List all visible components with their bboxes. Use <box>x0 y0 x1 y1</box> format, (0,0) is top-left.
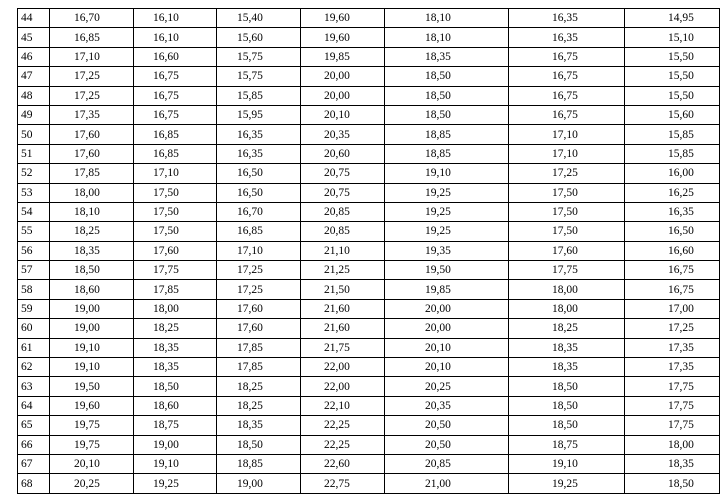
value-cell: 16,35 <box>509 28 625 47</box>
row-number-cell: 64 <box>18 396 50 415</box>
value-cell: 18,50 <box>134 377 217 396</box>
value-cell: 18,25 <box>509 319 625 338</box>
value-cell: 20,50 <box>385 416 509 435</box>
value-cell: 18,00 <box>509 280 625 299</box>
value-cell: 20,00 <box>385 319 509 338</box>
value-cell: 21,60 <box>301 299 385 318</box>
value-cell: 18,35 <box>134 338 217 357</box>
row-number-cell: 50 <box>18 125 50 144</box>
table-row <box>18 299 720 318</box>
value-cell: 16,75 <box>509 67 625 86</box>
row-number-cell: 63 <box>18 377 50 396</box>
value-cell: 17,50 <box>134 183 217 202</box>
row-number-cell: 45 <box>18 28 50 47</box>
value-cell: 18,75 <box>509 435 625 454</box>
value-cell: 20,00 <box>301 86 385 105</box>
table-row <box>18 9 720 28</box>
value-cell: 19,35 <box>385 241 509 260</box>
value-cell: 21,60 <box>301 319 385 338</box>
value-cell: 16,10 <box>134 9 217 28</box>
table-row <box>18 125 720 144</box>
value-cell: 19,00 <box>50 299 134 318</box>
value-cell: 19,00 <box>217 474 301 493</box>
row-number-cell: 56 <box>18 241 50 260</box>
table-row <box>18 47 720 66</box>
row-number-cell: 57 <box>18 261 50 280</box>
row-number-cell: 55 <box>18 222 50 241</box>
value-cell: 16,85 <box>134 125 217 144</box>
value-cell: 21,10 <box>301 241 385 260</box>
value-cell: 16,50 <box>217 183 301 202</box>
value-cell: 22,75 <box>301 474 385 493</box>
value-cell: 17,10 <box>134 164 217 183</box>
value-cell: 17,50 <box>509 202 625 221</box>
value-cell: 16,60 <box>625 241 720 260</box>
row-number-cell: 44 <box>18 9 50 28</box>
table-row <box>18 222 720 241</box>
value-cell: 15,50 <box>625 86 720 105</box>
value-cell: 15,60 <box>625 105 720 124</box>
value-cell: 17,85 <box>217 338 301 357</box>
table-row <box>18 416 720 435</box>
value-cell: 20,35 <box>301 125 385 144</box>
value-cell: 16,85 <box>217 222 301 241</box>
row-number-cell: 68 <box>18 474 50 493</box>
value-cell: 15,95 <box>217 105 301 124</box>
value-cell: 16,50 <box>217 164 301 183</box>
value-cell: 17,75 <box>625 377 720 396</box>
value-cell: 17,25 <box>50 67 134 86</box>
value-cell: 20,35 <box>385 396 509 415</box>
value-cell: 20,60 <box>301 144 385 163</box>
value-cell: 18,35 <box>509 338 625 357</box>
table-row <box>18 358 720 377</box>
row-number-cell: 47 <box>18 67 50 86</box>
value-cell: 17,60 <box>134 241 217 260</box>
row-number-cell: 51 <box>18 144 50 163</box>
table-row <box>18 183 720 202</box>
value-cell: 21,25 <box>301 261 385 280</box>
value-cell: 17,10 <box>509 144 625 163</box>
table-row <box>18 105 720 124</box>
value-cell: 17,10 <box>50 47 134 66</box>
value-cell: 18,35 <box>217 416 301 435</box>
value-cell: 18,25 <box>50 222 134 241</box>
value-cell: 22,60 <box>301 454 385 473</box>
value-cell: 20,25 <box>50 474 134 493</box>
value-cell: 17,50 <box>509 222 625 241</box>
value-cell: 16,75 <box>509 105 625 124</box>
value-cell: 19,25 <box>134 474 217 493</box>
row-number-cell: 60 <box>18 319 50 338</box>
value-cell: 18,50 <box>385 86 509 105</box>
data-table <box>17 8 720 494</box>
value-cell: 17,60 <box>50 144 134 163</box>
value-cell: 17,50 <box>509 183 625 202</box>
table-row <box>18 241 720 260</box>
value-cell: 16,60 <box>134 47 217 66</box>
value-cell: 18,85 <box>217 454 301 473</box>
value-cell: 18,35 <box>509 358 625 377</box>
value-cell: 15,75 <box>217 47 301 66</box>
value-cell: 19,10 <box>509 454 625 473</box>
table-row <box>18 377 720 396</box>
value-cell: 17,35 <box>50 105 134 124</box>
value-cell: 19,25 <box>509 474 625 493</box>
value-cell: 18,50 <box>385 105 509 124</box>
value-cell: 21,50 <box>301 280 385 299</box>
value-cell: 18,75 <box>134 416 217 435</box>
row-number-cell: 66 <box>18 435 50 454</box>
value-cell: 18,60 <box>134 396 217 415</box>
value-cell: 16,25 <box>625 183 720 202</box>
value-cell: 17,25 <box>50 86 134 105</box>
value-cell: 18,00 <box>50 183 134 202</box>
value-cell: 16,85 <box>50 28 134 47</box>
value-cell: 17,00 <box>625 299 720 318</box>
value-cell: 15,50 <box>625 67 720 86</box>
value-cell: 19,00 <box>134 435 217 454</box>
value-cell: 20,00 <box>301 67 385 86</box>
value-cell: 18,35 <box>385 47 509 66</box>
value-cell: 19,50 <box>50 377 134 396</box>
value-cell: 19,85 <box>385 280 509 299</box>
row-number-cell: 49 <box>18 105 50 124</box>
value-cell: 16,75 <box>134 67 217 86</box>
row-number-cell: 67 <box>18 454 50 473</box>
row-number-cell: 46 <box>18 47 50 66</box>
value-cell: 16,75 <box>625 280 720 299</box>
table-row <box>18 28 720 47</box>
value-cell: 16,75 <box>509 86 625 105</box>
value-cell: 19,60 <box>301 9 385 28</box>
value-cell: 15,10 <box>625 28 720 47</box>
value-cell: 22,00 <box>301 377 385 396</box>
value-cell: 18,25 <box>217 377 301 396</box>
value-cell: 17,60 <box>509 241 625 260</box>
table-row <box>18 67 720 86</box>
table-row <box>18 474 720 493</box>
value-cell: 22,25 <box>301 435 385 454</box>
value-cell: 16,10 <box>134 28 217 47</box>
value-cell: 16,50 <box>625 222 720 241</box>
value-cell: 19,75 <box>50 435 134 454</box>
value-cell: 19,25 <box>385 183 509 202</box>
value-cell: 18,00 <box>625 435 720 454</box>
table-row <box>18 338 720 357</box>
value-cell: 20,75 <box>301 164 385 183</box>
value-cell: 17,85 <box>134 280 217 299</box>
value-cell: 18,60 <box>50 280 134 299</box>
value-cell: 20,10 <box>385 338 509 357</box>
value-cell: 22,10 <box>301 396 385 415</box>
value-cell: 19,10 <box>50 338 134 357</box>
value-cell: 19,25 <box>385 222 509 241</box>
value-cell: 15,40 <box>217 9 301 28</box>
value-cell: 17,10 <box>217 241 301 260</box>
row-number-cell: 65 <box>18 416 50 435</box>
value-cell: 17,85 <box>217 358 301 377</box>
row-number-cell: 58 <box>18 280 50 299</box>
value-cell: 18,50 <box>509 396 625 415</box>
value-cell: 16,35 <box>509 9 625 28</box>
value-cell: 17,75 <box>625 416 720 435</box>
value-cell: 14,95 <box>625 9 720 28</box>
value-cell: 18,35 <box>134 358 217 377</box>
row-number-cell: 53 <box>18 183 50 202</box>
row-number-cell: 52 <box>18 164 50 183</box>
value-cell: 20,00 <box>385 299 509 318</box>
value-cell: 17,10 <box>509 125 625 144</box>
value-cell: 21,75 <box>301 338 385 357</box>
table-row <box>18 164 720 183</box>
value-cell: 17,60 <box>50 125 134 144</box>
value-cell: 16,75 <box>625 261 720 280</box>
value-cell: 17,25 <box>625 319 720 338</box>
value-cell: 18,50 <box>217 435 301 454</box>
value-cell: 20,50 <box>385 435 509 454</box>
value-cell: 18,85 <box>385 144 509 163</box>
value-cell: 19,10 <box>50 358 134 377</box>
row-number-cell: 54 <box>18 202 50 221</box>
value-cell: 17,75 <box>509 261 625 280</box>
value-cell: 19,00 <box>50 319 134 338</box>
value-cell: 18,50 <box>625 474 720 493</box>
value-cell: 18,10 <box>385 9 509 28</box>
value-cell: 17,60 <box>217 319 301 338</box>
value-cell: 15,85 <box>217 86 301 105</box>
value-cell: 19,25 <box>385 202 509 221</box>
value-cell: 16,70 <box>217 202 301 221</box>
value-cell: 16,85 <box>134 144 217 163</box>
value-cell: 20,10 <box>301 105 385 124</box>
row-number-cell: 62 <box>18 358 50 377</box>
value-cell: 18,10 <box>385 28 509 47</box>
value-cell: 18,00 <box>509 299 625 318</box>
value-cell: 15,50 <box>625 47 720 66</box>
value-cell: 22,00 <box>301 358 385 377</box>
value-cell: 20,75 <box>301 183 385 202</box>
table-row <box>18 144 720 163</box>
value-cell: 17,35 <box>625 358 720 377</box>
row-number-cell: 61 <box>18 338 50 357</box>
value-cell: 22,25 <box>301 416 385 435</box>
value-cell: 15,60 <box>217 28 301 47</box>
value-cell: 17,60 <box>217 299 301 318</box>
value-cell: 15,85 <box>625 144 720 163</box>
value-cell: 16,75 <box>134 86 217 105</box>
value-cell: 15,85 <box>625 125 720 144</box>
value-cell: 19,60 <box>50 396 134 415</box>
table-row <box>18 202 720 221</box>
value-cell: 18,85 <box>385 125 509 144</box>
value-cell: 17,85 <box>50 164 134 183</box>
value-cell: 19,50 <box>385 261 509 280</box>
value-cell: 17,25 <box>217 261 301 280</box>
value-cell: 18,00 <box>134 299 217 318</box>
value-cell: 20,10 <box>50 454 134 473</box>
value-cell: 19,10 <box>134 454 217 473</box>
table-row <box>18 86 720 105</box>
table-row <box>18 261 720 280</box>
value-cell: 19,10 <box>385 164 509 183</box>
table-row <box>18 454 720 473</box>
table-body <box>18 9 720 494</box>
value-cell: 17,25 <box>217 280 301 299</box>
value-cell: 18,50 <box>385 67 509 86</box>
value-cell: 16,35 <box>217 144 301 163</box>
value-cell: 17,75 <box>625 396 720 415</box>
value-cell: 16,70 <box>50 9 134 28</box>
value-cell: 19,60 <box>301 28 385 47</box>
table-row <box>18 396 720 415</box>
table-row <box>18 435 720 454</box>
value-cell: 16,75 <box>134 105 217 124</box>
value-cell: 17,50 <box>134 202 217 221</box>
value-cell: 19,75 <box>50 416 134 435</box>
value-cell: 16,75 <box>509 47 625 66</box>
value-cell: 18,10 <box>50 202 134 221</box>
value-cell: 20,10 <box>385 358 509 377</box>
value-cell: 18,35 <box>625 454 720 473</box>
value-cell: 18,25 <box>134 319 217 338</box>
value-cell: 19,85 <box>301 47 385 66</box>
row-number-cell: 59 <box>18 299 50 318</box>
value-cell: 21,00 <box>385 474 509 493</box>
value-cell: 16,00 <box>625 164 720 183</box>
value-cell: 20,85 <box>301 222 385 241</box>
value-cell: 16,35 <box>625 202 720 221</box>
value-cell: 20,85 <box>385 454 509 473</box>
value-cell: 17,75 <box>134 261 217 280</box>
table-row <box>18 319 720 338</box>
value-cell: 18,50 <box>509 377 625 396</box>
value-cell: 17,35 <box>625 338 720 357</box>
value-cell: 20,85 <box>301 202 385 221</box>
value-cell: 20,25 <box>385 377 509 396</box>
table-row <box>18 280 720 299</box>
value-cell: 18,50 <box>50 261 134 280</box>
row-number-cell: 48 <box>18 86 50 105</box>
value-cell: 18,25 <box>217 396 301 415</box>
value-cell: 17,25 <box>509 164 625 183</box>
value-cell: 15,75 <box>217 67 301 86</box>
value-cell: 17,50 <box>134 222 217 241</box>
value-cell: 16,35 <box>217 125 301 144</box>
value-cell: 18,50 <box>509 416 625 435</box>
value-cell: 18,35 <box>50 241 134 260</box>
